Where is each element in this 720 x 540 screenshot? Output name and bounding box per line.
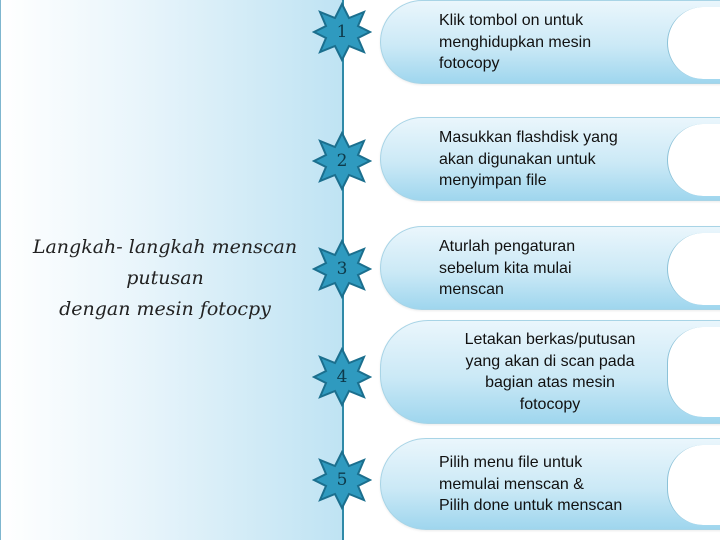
step-3-box [380, 226, 720, 310]
step-4-number: 4 [336, 367, 348, 387]
diagram-title: Langkah- langkah menscan putusan dengan mesin fotocpy [32, 236, 298, 320]
step-1-box [380, 0, 720, 84]
step-2-end-tab [667, 124, 720, 196]
step-3-text: Aturlah pengaturan sebelum kita mulai menscan [439, 237, 576, 298]
step-1-text: Klik tombol on untuk menghidupkan mesin fotocopy [439, 11, 592, 72]
step-2-box [380, 117, 720, 201]
step-2-text: Masukkan flashdisk yang akan digunakan untuk menyimpan file [439, 128, 618, 189]
step-3-badge [312, 239, 372, 299]
step-4 [0, 320, 720, 420]
step-3-end-tab [667, 233, 720, 305]
step-1 [0, 0, 720, 100]
step-4-badge [312, 347, 372, 407]
step-1-badge [312, 2, 372, 62]
step-5-badge [312, 450, 372, 510]
step-5-box [380, 438, 720, 530]
step-5 [0, 438, 720, 538]
step-5-number: 5 [336, 470, 348, 490]
step-2-badge [312, 131, 372, 191]
step-3 [0, 226, 720, 326]
step-4-box [380, 320, 720, 424]
step-5-text: Pilih menu file untuk memulai menscan & Pilih done untuk menscan [439, 453, 623, 514]
step-3-number: 3 [336, 259, 348, 279]
step-4-text: Letakan berkas/putusan yang akan di scan pada bagian atas mesin fotocopy [464, 331, 636, 413]
step-1-end-tab [667, 7, 720, 79]
step-4-end-tab [667, 327, 720, 417]
step-5-end-tab [667, 445, 720, 525]
step-2-number: 2 [336, 151, 348, 171]
step-2 [0, 117, 720, 217]
step-1-number: 1 [336, 22, 348, 42]
